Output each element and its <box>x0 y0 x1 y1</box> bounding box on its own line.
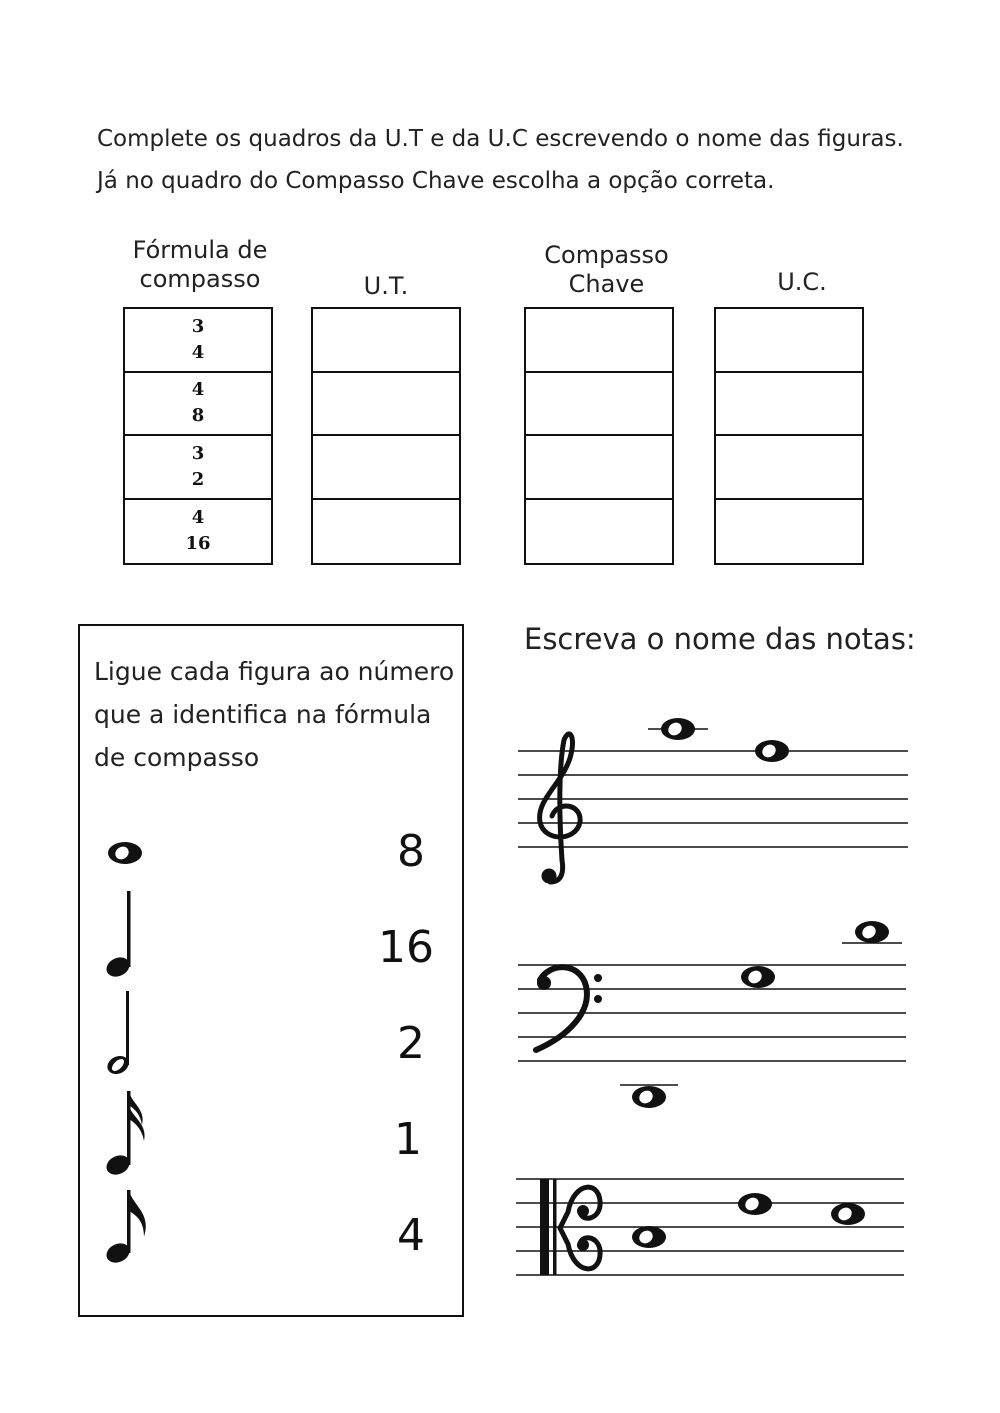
time-signature <box>192 441 205 493</box>
chave-answer-cell[interactable] <box>526 500 672 564</box>
chave-answer-cell[interactable] <box>526 373 672 437</box>
notes-section-title: Escreva o nome das notas: <box>524 622 916 656</box>
header-chave-line2: Chave <box>568 270 645 298</box>
alto-note <box>620 1085 678 1108</box>
formula-cell <box>125 373 271 437</box>
eighth-note-icon[interactable] <box>100 1185 160 1285</box>
formula-column <box>123 307 273 565</box>
number-option[interactable]: 4 <box>397 1210 425 1261</box>
chave-answer-cell[interactable] <box>526 309 672 373</box>
time-signature <box>192 314 205 366</box>
time-sig-denominator: 2 <box>191 468 205 490</box>
header-ut: U.T. <box>363 272 409 300</box>
time-sig-numerator: 4 <box>191 379 205 401</box>
ut-answer-cell[interactable] <box>313 309 459 373</box>
header-formula-line1: Fórmula de <box>132 236 268 264</box>
time-sig-numerator: 3 <box>191 442 205 464</box>
time-sig-numerator: 4 <box>191 507 205 529</box>
half-note-icon[interactable] <box>100 985 160 1085</box>
number-option[interactable]: 16 <box>378 922 434 973</box>
ut-answer-cell[interactable] <box>313 500 459 564</box>
ut-answer-cell[interactable] <box>313 436 459 500</box>
number-option[interactable]: 2 <box>397 1018 425 1069</box>
matching-line-1: Ligue cada figura ao número <box>94 657 455 686</box>
quarter-note-icon[interactable] <box>100 885 160 985</box>
compasso-chave-column <box>524 307 674 565</box>
treble-note <box>755 740 789 762</box>
uc-column <box>714 307 864 565</box>
matching-line-2: que a identifica na fórmula <box>94 700 432 729</box>
time-signature <box>192 377 205 429</box>
formula-cell <box>125 436 271 500</box>
ut-answer-cell[interactable] <box>313 373 459 437</box>
time-sig-numerator: 3 <box>191 315 205 337</box>
formula-cell <box>125 309 271 373</box>
instructions <box>97 118 904 202</box>
header-formula <box>115 236 285 294</box>
alto-note <box>738 1193 772 1215</box>
time-sig-denominator: 16 <box>185 533 211 555</box>
chave-answer-cell[interactable] <box>526 436 672 500</box>
instructions-line-1: Complete os quadros da U.T e da U.C escrevendo o nome das figuras. <box>97 126 904 152</box>
bass-note <box>842 921 902 943</box>
uc-answer-cell[interactable] <box>716 500 862 564</box>
alto-note <box>831 1203 865 1225</box>
bass-staff <box>518 965 906 1061</box>
time-signature <box>185 505 210 557</box>
uc-answer-cell[interactable] <box>716 436 862 500</box>
header-formula-line2: compasso <box>139 265 261 293</box>
bass-note <box>741 966 775 988</box>
alto-note <box>632 1226 666 1248</box>
time-sig-denominator: 4 <box>191 341 205 363</box>
header-uc: U.C. <box>777 268 827 296</box>
instructions-line-2: Já no quadro do Compasso Chave escolha a opção correta. <box>97 168 775 194</box>
staves-area <box>510 700 910 1300</box>
ut-column <box>311 307 461 565</box>
treble-note <box>648 718 708 740</box>
uc-answer-cell[interactable] <box>716 373 862 437</box>
header-chave-line1: Compasso <box>544 241 669 269</box>
matching-instructions <box>94 650 454 779</box>
number-option[interactable]: 8 <box>397 826 425 877</box>
uc-answer-cell[interactable] <box>716 309 862 373</box>
matching-line-3: de compasso <box>94 743 260 772</box>
time-sig-denominator: 8 <box>191 405 205 427</box>
treble-clef-icon <box>540 734 581 882</box>
formula-cell <box>125 500 271 564</box>
header-compasso-chave <box>524 241 689 299</box>
number-option[interactable]: 1 <box>394 1114 422 1165</box>
sixteenth-note-icon[interactable] <box>100 1085 160 1185</box>
